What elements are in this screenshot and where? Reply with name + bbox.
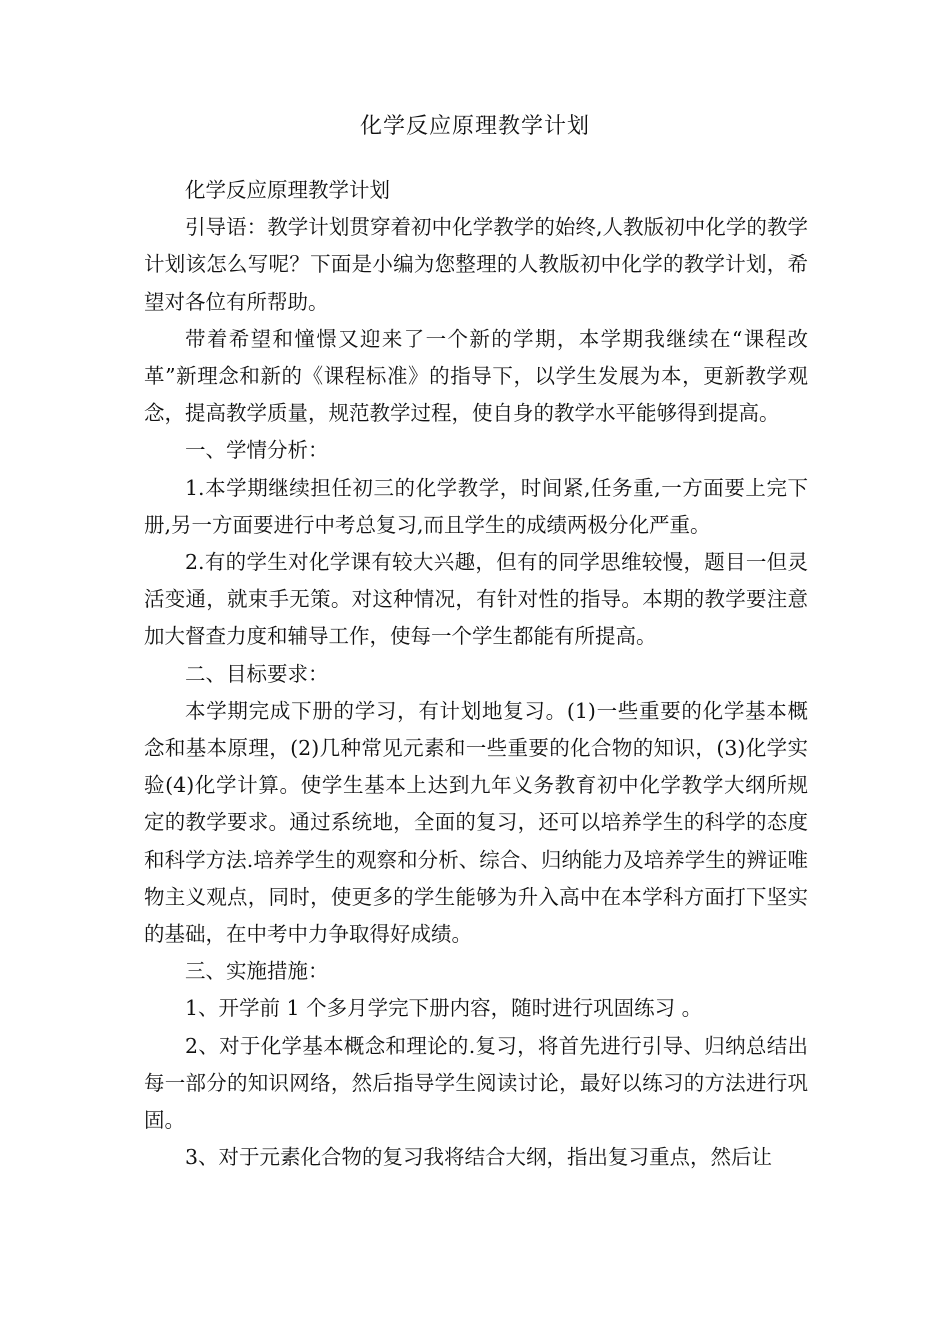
document-body [144,172,808,1176]
paragraph-measure-3: 3、对于元素化合物的复习我将结合大纲，指出复习重点，然后让 [185,1145,773,1170]
paragraph-goals: 本学期完成下册的学习，有计划地复习。(1)一些重要的化学基本概念和基本原理，(2)几种常见元素和一些重要的化合物的知识，(3)化学实验(4)化学计算。使学生基本上达到九年义务教育初中化学教学大纲所规定的教学要求。通过系统地，全面的复习，还可以培养学生的科学的态度和科学方法.培养学生的观察和分析、综合、归纳能力及培养学生的辨证唯物主义观点，同时，使更多的学生能够为升入高中在本学科方面打下坚实的基础，在中考中力争取得好成绩。 [144,698,808,947]
paragraph-intro: 引导语：教学计划贯穿着初中化学教学的始终,人教版初中化学的教学计划该怎么写呢？下面是小编为您整理的人教版初中化学的教学计划，希望对各位有所帮助。 [144,215,808,314]
paragraph-subtitle: 化学反应原理教学计划 [185,178,390,202]
section-heading-goals: 二、目标要求： [185,661,329,686]
document-title: 化学反应原理教学计划 [359,114,590,139]
paragraph-measure-1: 1、开学前 1 个多月学完下册内容，随时进行巩固练习 。 [185,996,703,1021]
paragraph-measure-2: 2、对于化学基本概念和理论的.复习，将首先进行引导、归纳总结出每一部分的知识网络，然后指导学生阅读讨论，最好以练习的方法进行巩固。 [144,1033,808,1133]
section-heading-measures: 三、实施措施： [185,959,329,984]
section-heading-analysis: 一、学情分析： [185,438,329,463]
paragraph-opening: 带着希望和憧憬又迎来了一个新的学期，本学期我继续在“课程改革”新理念和新的《课程标准》的指导下，以学生发展为本，更新教学观念，提高教学质量，规范教学过程，使自身的教学水平能够得到提高。 [144,326,808,426]
paragraph-analysis-1: 1.本学期继续担任初三的化学教学，时间紧,任务重,一方面要上完下册,另一方面要进行中考总复习,而且学生的成绩两极分化严重。 [144,475,808,537]
paragraph-analysis-2: 2.有的学生对化学课有较大兴趣，但有的同学思维较慢，题目一但灵活变通，就束手无策。对这种情况，有针对性的指导。本期的教学要注意加大督查力度和辅导工作，使每一个学生都能有所提高。 [144,550,808,649]
